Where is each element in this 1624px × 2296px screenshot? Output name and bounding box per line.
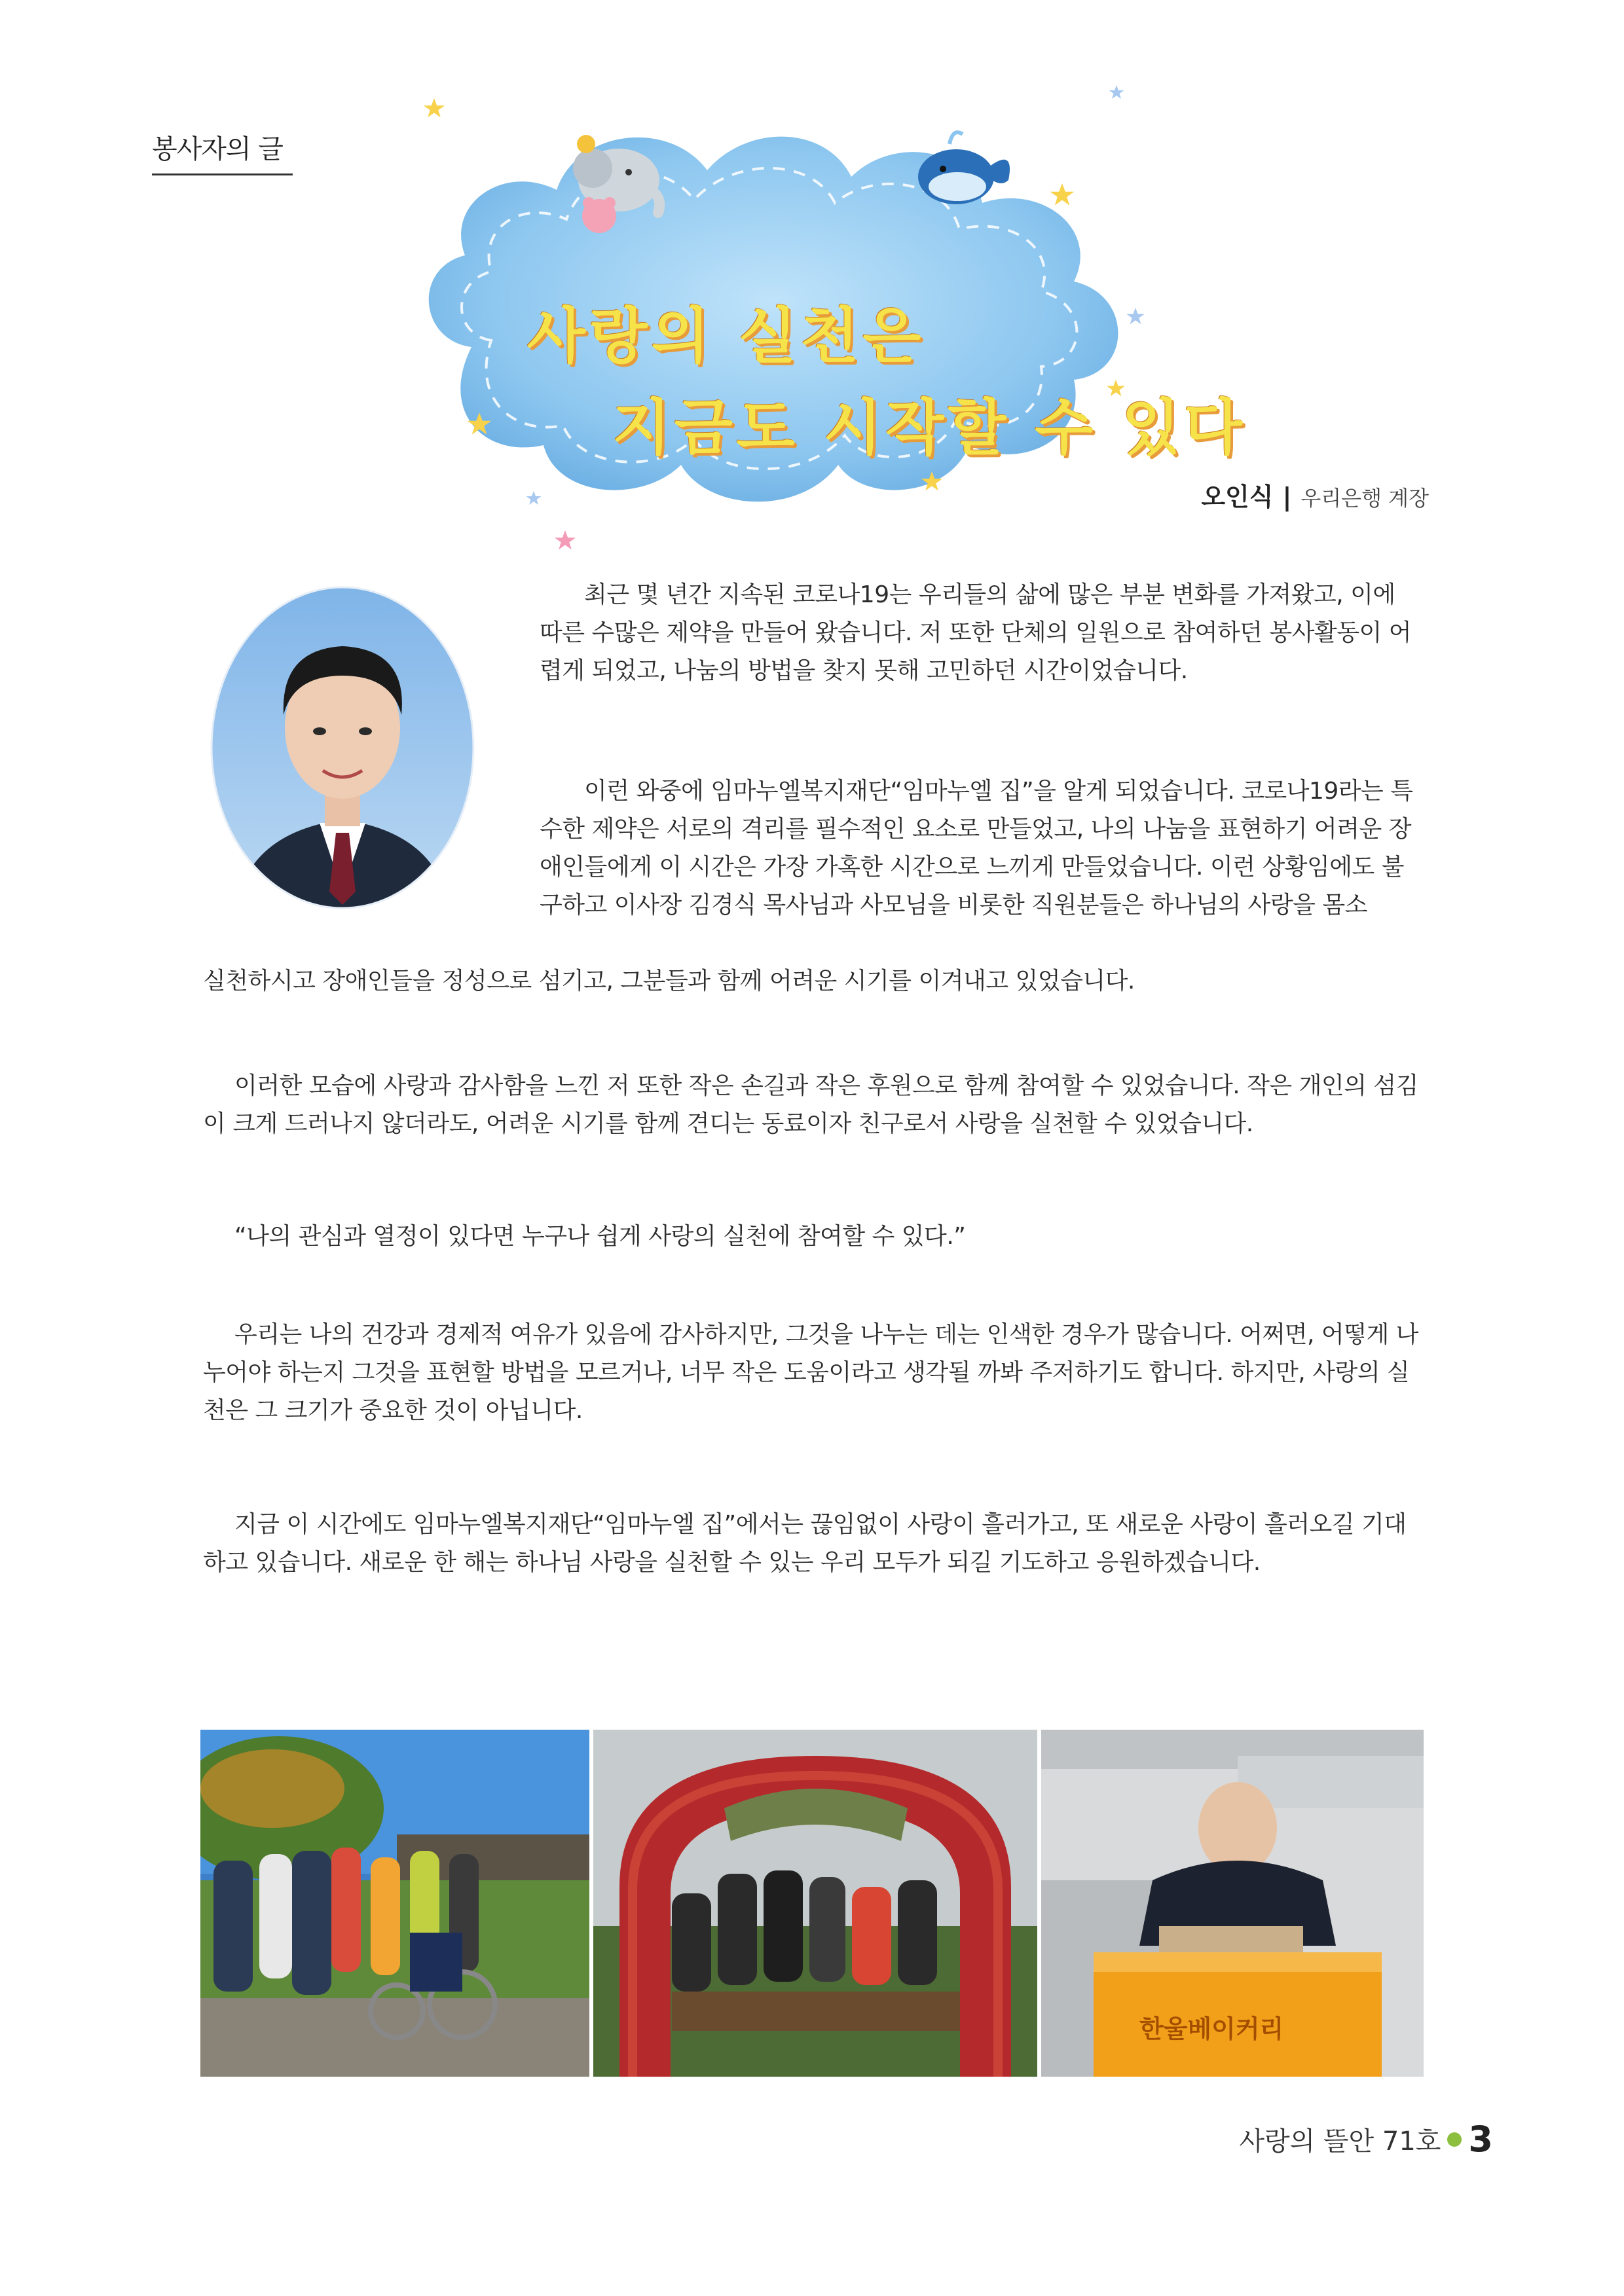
photo-outdoor-group <box>200 1730 589 2077</box>
publication-name: 사랑의 뜰안 71호 <box>1239 2126 1441 2157</box>
footer-dot-icon <box>1447 2132 1462 2147</box>
photo-bakery-work <box>1041 1730 1424 2077</box>
page-footer <box>1239 2119 1493 2160</box>
body-quote: “나의 관심과 열정이 있다면 누구나 쉽게 사랑의 실천에 참여할 수 있다.” <box>234 1223 966 1250</box>
body-paragraph-5: 우리는 나의 건강과 경제적 여유가 있음에 감사하지만, 그것을 나누는 데는 인색한 경우가 많습니다. 어쩌면, 어떻게 나누어야 하는지 그것을 표현할 방법을 모르거나, 너무 작은 도움이라고 생각될 까봐 주저하기도 합니다. 하지만, 사랑의 실천은 그 크기가 중요한 것이 아닙니다. <box>203 1321 1418 1424</box>
photo-flower-arch-group <box>593 1730 1037 2077</box>
article-title-line-2: 지금도 시작할 수 있다 <box>612 393 1246 463</box>
body-paragraph-2: 이런 와중에 임마누엘복지재단“임마누엘 집”을 알게 되었습니다. 코로나19라는 특수한 제약은 서로의 격리를 필수적인 요소로 만들었고, 나의 나눔을 표현하기 어려운 장애인들에게 이 시간은 가장 가혹한 시간으로 느끼게 만들었습니다. 이런 상황임에도 불구하고 이사장 김경식 목사님과 사모님을 비롯한 직원분들은 하나님의 사랑을 몸소 <box>540 778 1413 919</box>
body-paragraph-6: 지금 이 시간에도 임마누엘복지재단“임마누엘 집”에서는 끊임없이 사랑이 흘러가고, 또 새로운 사랑이 흘러오길 기대하고 있습니다. 새로운 한 해는 하나님 사랑을 실천할 수 있는 우리 모두가 되길 기도하고 응원하겠습니다. <box>203 1511 1407 1576</box>
body-paragraph-2-continued: 실천하시고 장애인들을 정성으로 섬기고, 그분들과 함께 어려운 시기를 이겨내고 있었습니다. <box>203 968 1135 994</box>
body-paragraph-3: 이러한 모습에 사랑과 감사함을 느낀 저 또한 작은 손길과 작은 후원으로 함께 참여할 수 있었습니다. 작은 개인의 섬김이 크게 드러나지 않더라도, 어려운 시기를 함께 견디는 동료이자 친구로서 사랑을 실천할 수 있었습니다. <box>203 1072 1418 1137</box>
pink-star-icon <box>555 530 576 549</box>
section-label: 봉사자의 글 <box>152 128 293 175</box>
article-title-line-1: 사랑의 실천은 <box>527 301 925 371</box>
author-byline <box>1201 477 1429 513</box>
author-portrait <box>208 584 477 911</box>
whale-icon <box>918 132 1010 204</box>
crate-label: 한울베이커리 <box>1139 2014 1284 2043</box>
byline-separator: | <box>1282 483 1292 511</box>
author-name: 오인식 <box>1201 483 1274 511</box>
body-paragraph-1: 최근 몇 년간 지속된 코로나19는 우리들의 삶에 많은 부분 변화를 가져왔고, 이에 따른 수많은 제약을 만들어 왔습니다. 저 또한 단체의 일원으로 참여하던 봉사활동이 어렵게 되었고, 나눔의 방법을 찾지 못해 고민하던 시간이었습니다. <box>540 581 1411 684</box>
page-number: 3 <box>1468 2119 1493 2160</box>
pink-bear-icon <box>582 197 616 233</box>
author-role: 우리은행 계장 <box>1301 486 1429 511</box>
